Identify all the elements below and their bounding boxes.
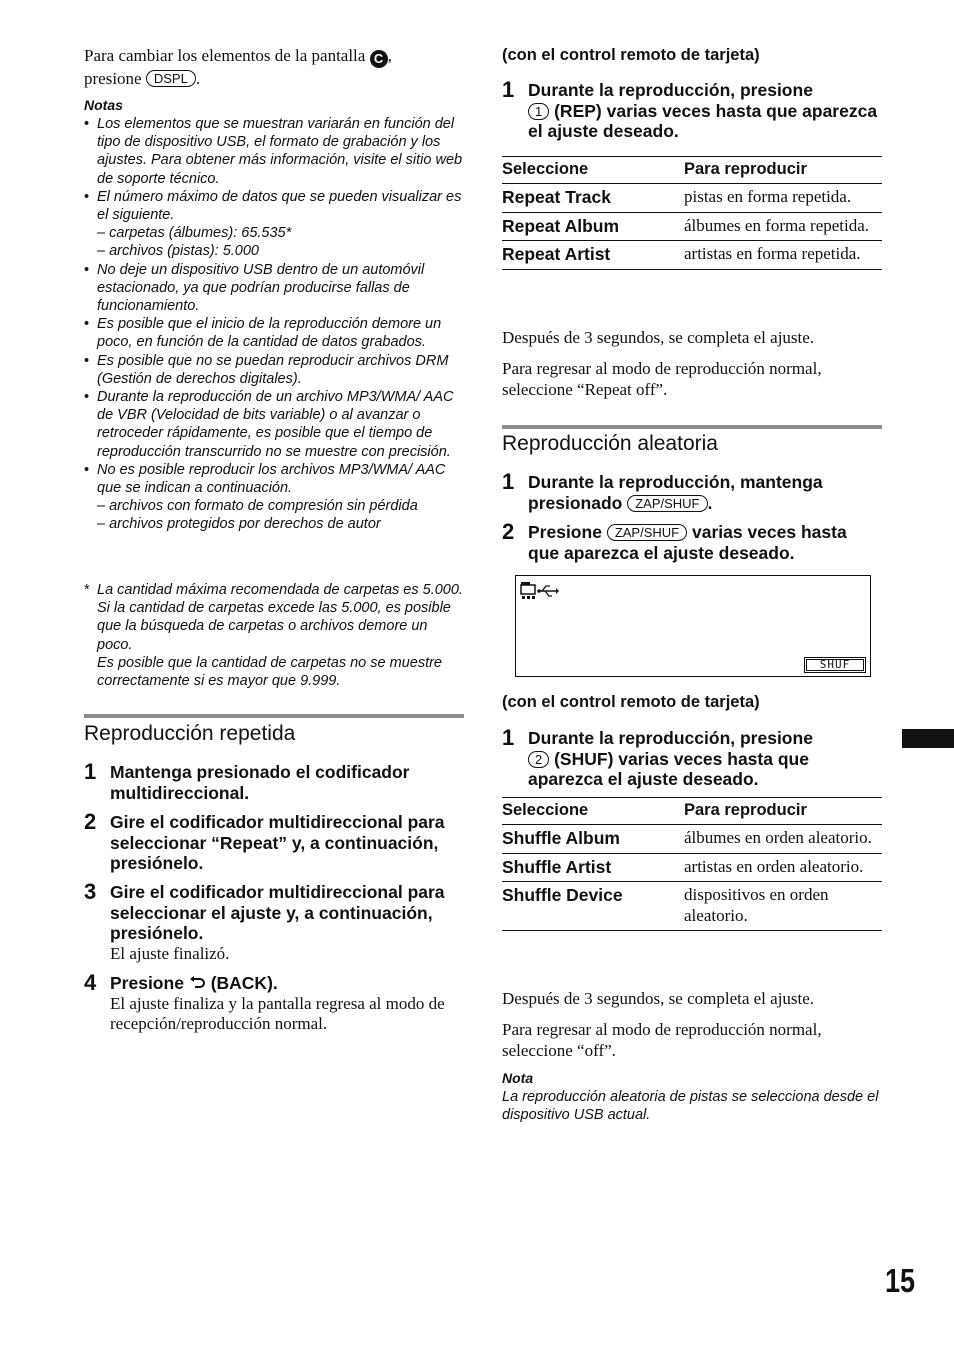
button-2: 2 bbox=[528, 751, 549, 768]
note-item: • El número máximo de datos que se pueden visualizar es el siguiente. – carpetas (álbumes): 65.535* – archivos (pistas): 5.000 bbox=[84, 188, 464, 261]
repeat-table bbox=[502, 156, 882, 270]
shuffle-table bbox=[502, 797, 882, 931]
repeat-step-3: 3 Gire el codificador multidireccional para seleccionar el ajuste y, a continuación, presiónelo. El ajuste finalizó. bbox=[84, 879, 445, 964]
notes-title: Notas bbox=[84, 97, 123, 113]
dspl-button: DSPL bbox=[146, 70, 196, 87]
zap-shuf-button: ZAP/SHUF bbox=[627, 495, 707, 512]
table-row: Shuffle Artist artistas en orden aleatorio. bbox=[502, 853, 882, 882]
shuffle-return: Para regresar al modo de reproducción normal, seleccione “off”. bbox=[502, 1020, 822, 1060]
repeat-return: Para regresar al modo de reproducción normal, seleccione “Repeat off”. bbox=[502, 359, 822, 399]
note-item: • Los elementos que se muestran variarán en función del tipo de dispositivo USB, el formato de grabación y los ajustes. Para obtener más información, visite el sitio web de soporte técnico. bbox=[84, 115, 464, 188]
page-number: 15 bbox=[885, 1262, 916, 1299]
shuffle-after: Después de 3 segundos, se completa el ajuste. bbox=[502, 989, 815, 1008]
intro-press: presione bbox=[84, 69, 142, 88]
repeat-after: Después de 3 segundos, se completa el ajuste. bbox=[502, 328, 815, 347]
table-header-row: Seleccione Para reproducir bbox=[502, 798, 882, 825]
note-title: Nota bbox=[502, 1070, 534, 1086]
shuffle-step-1: 1 Durante la reproducción, mantenga presionado ZAP/SHUF . bbox=[502, 469, 823, 513]
remote-shuffle-step: 1 Durante la reproducción, presione 2 (SHUF) varias veces hasta que aparezca el ajuste deseado. bbox=[502, 725, 813, 790]
repeat-step-1: 1 Mantenga presionado el codificador multidireccional. bbox=[84, 759, 410, 803]
section-rule bbox=[502, 425, 882, 429]
notes-list bbox=[84, 115, 464, 534]
note-item: • No deje un dispositivo USB dentro de un automóvil estacionado, ya que podrían producirse fallas de funcionamiento. bbox=[84, 261, 464, 316]
back-arrow-icon bbox=[189, 976, 206, 990]
remote-repeat-step: 1 Durante la reproducción, presione 1 (REP) varias veces hasta que aparezca el ajuste deseado. bbox=[502, 77, 878, 142]
table-row: Repeat Album álbumes en forma repetida. bbox=[502, 212, 882, 241]
language-tab-marker bbox=[902, 729, 954, 748]
display-illustration bbox=[515, 575, 871, 677]
table-row: Shuffle Album álbumes en orden aleatorio. bbox=[502, 825, 882, 854]
intro-text: Para cambiar los elementos de la pantalla bbox=[84, 46, 366, 65]
intro-paragraph: Para cambiar los elementos de la pantalla C , presione DSPL . bbox=[84, 46, 392, 88]
lcd-shuf-label: SHUF bbox=[804, 657, 866, 673]
note-item: • Es posible que el inicio de la reproducción demore un poco, en función de la cantidad de datos grabados. bbox=[84, 315, 464, 351]
table-row: Repeat Artist artistas en forma repetida. bbox=[502, 241, 882, 270]
zap-shuf-button: ZAP/SHUF bbox=[607, 524, 687, 541]
repeat-step-4: 4 Presione (BACK). El ajuste finaliza y la pantalla regresa al modo de recepción/reproducción normal. bbox=[84, 970, 445, 1034]
section-rule bbox=[84, 714, 464, 718]
shuffle-step-2: 2 Presione ZAP/SHUF varias veces hasta que aparezca el ajuste deseado. bbox=[502, 519, 847, 563]
note-item: • Es posible que no se puedan reproducir archivos DRM (Gestión de derechos digitales). bbox=[84, 352, 464, 388]
usb-folder-icon bbox=[520, 580, 560, 602]
remote-heading-2: (con el control remoto de tarjeta) bbox=[502, 693, 760, 711]
table-row: Shuffle Device dispositivos en orden aleatorio. bbox=[502, 882, 882, 931]
section-title-repeat: Reproducción repetida bbox=[84, 722, 296, 745]
note-item: • No es posible reproducir los archivos MP3/WMA/ AAC que se indican a continuación. – archivos con formato de compresión sin pérdida – archivos protegidos por derechos de autor bbox=[84, 461, 464, 534]
table-header-row: Seleccione Para reproducir bbox=[502, 157, 882, 184]
footnote: * La cantidad máxima recomendada de carpetas es 5.000. Si la cantidad de carpetas excede las 5.000, es posible que la búsqueda de carpetas o archivos demore un poco. Es posible que la cantidad de carpetas no se muestre correctamente si es mayor que 9.999. bbox=[84, 582, 463, 690]
remote-heading-1: (con el control remoto de tarjeta) bbox=[502, 46, 760, 64]
button-1: 1 bbox=[528, 103, 549, 120]
table-row: Repeat Track pistas en forma repetida. bbox=[502, 184, 882, 213]
note-text: La reproducción aleatoria de pistas se selecciona desde el dispositivo USB actual. bbox=[502, 1089, 879, 1124]
note-item: • Durante la reproducción de un archivo MP3/WMA/ AAC de VBR (Velocidad de bits variable) o al avanzar o retroceder rápidamente, es posible que el tiempo de reproducción transcurrido no se muestre con precisión. bbox=[84, 388, 464, 461]
section-title-shuffle: Reproducción aleatoria bbox=[502, 432, 718, 455]
display-c-icon: C bbox=[370, 50, 388, 68]
repeat-step-2: 2 Gire el codificador multidireccional para seleccionar “Repeat” y, a continuación, presiónelo. bbox=[84, 809, 445, 874]
